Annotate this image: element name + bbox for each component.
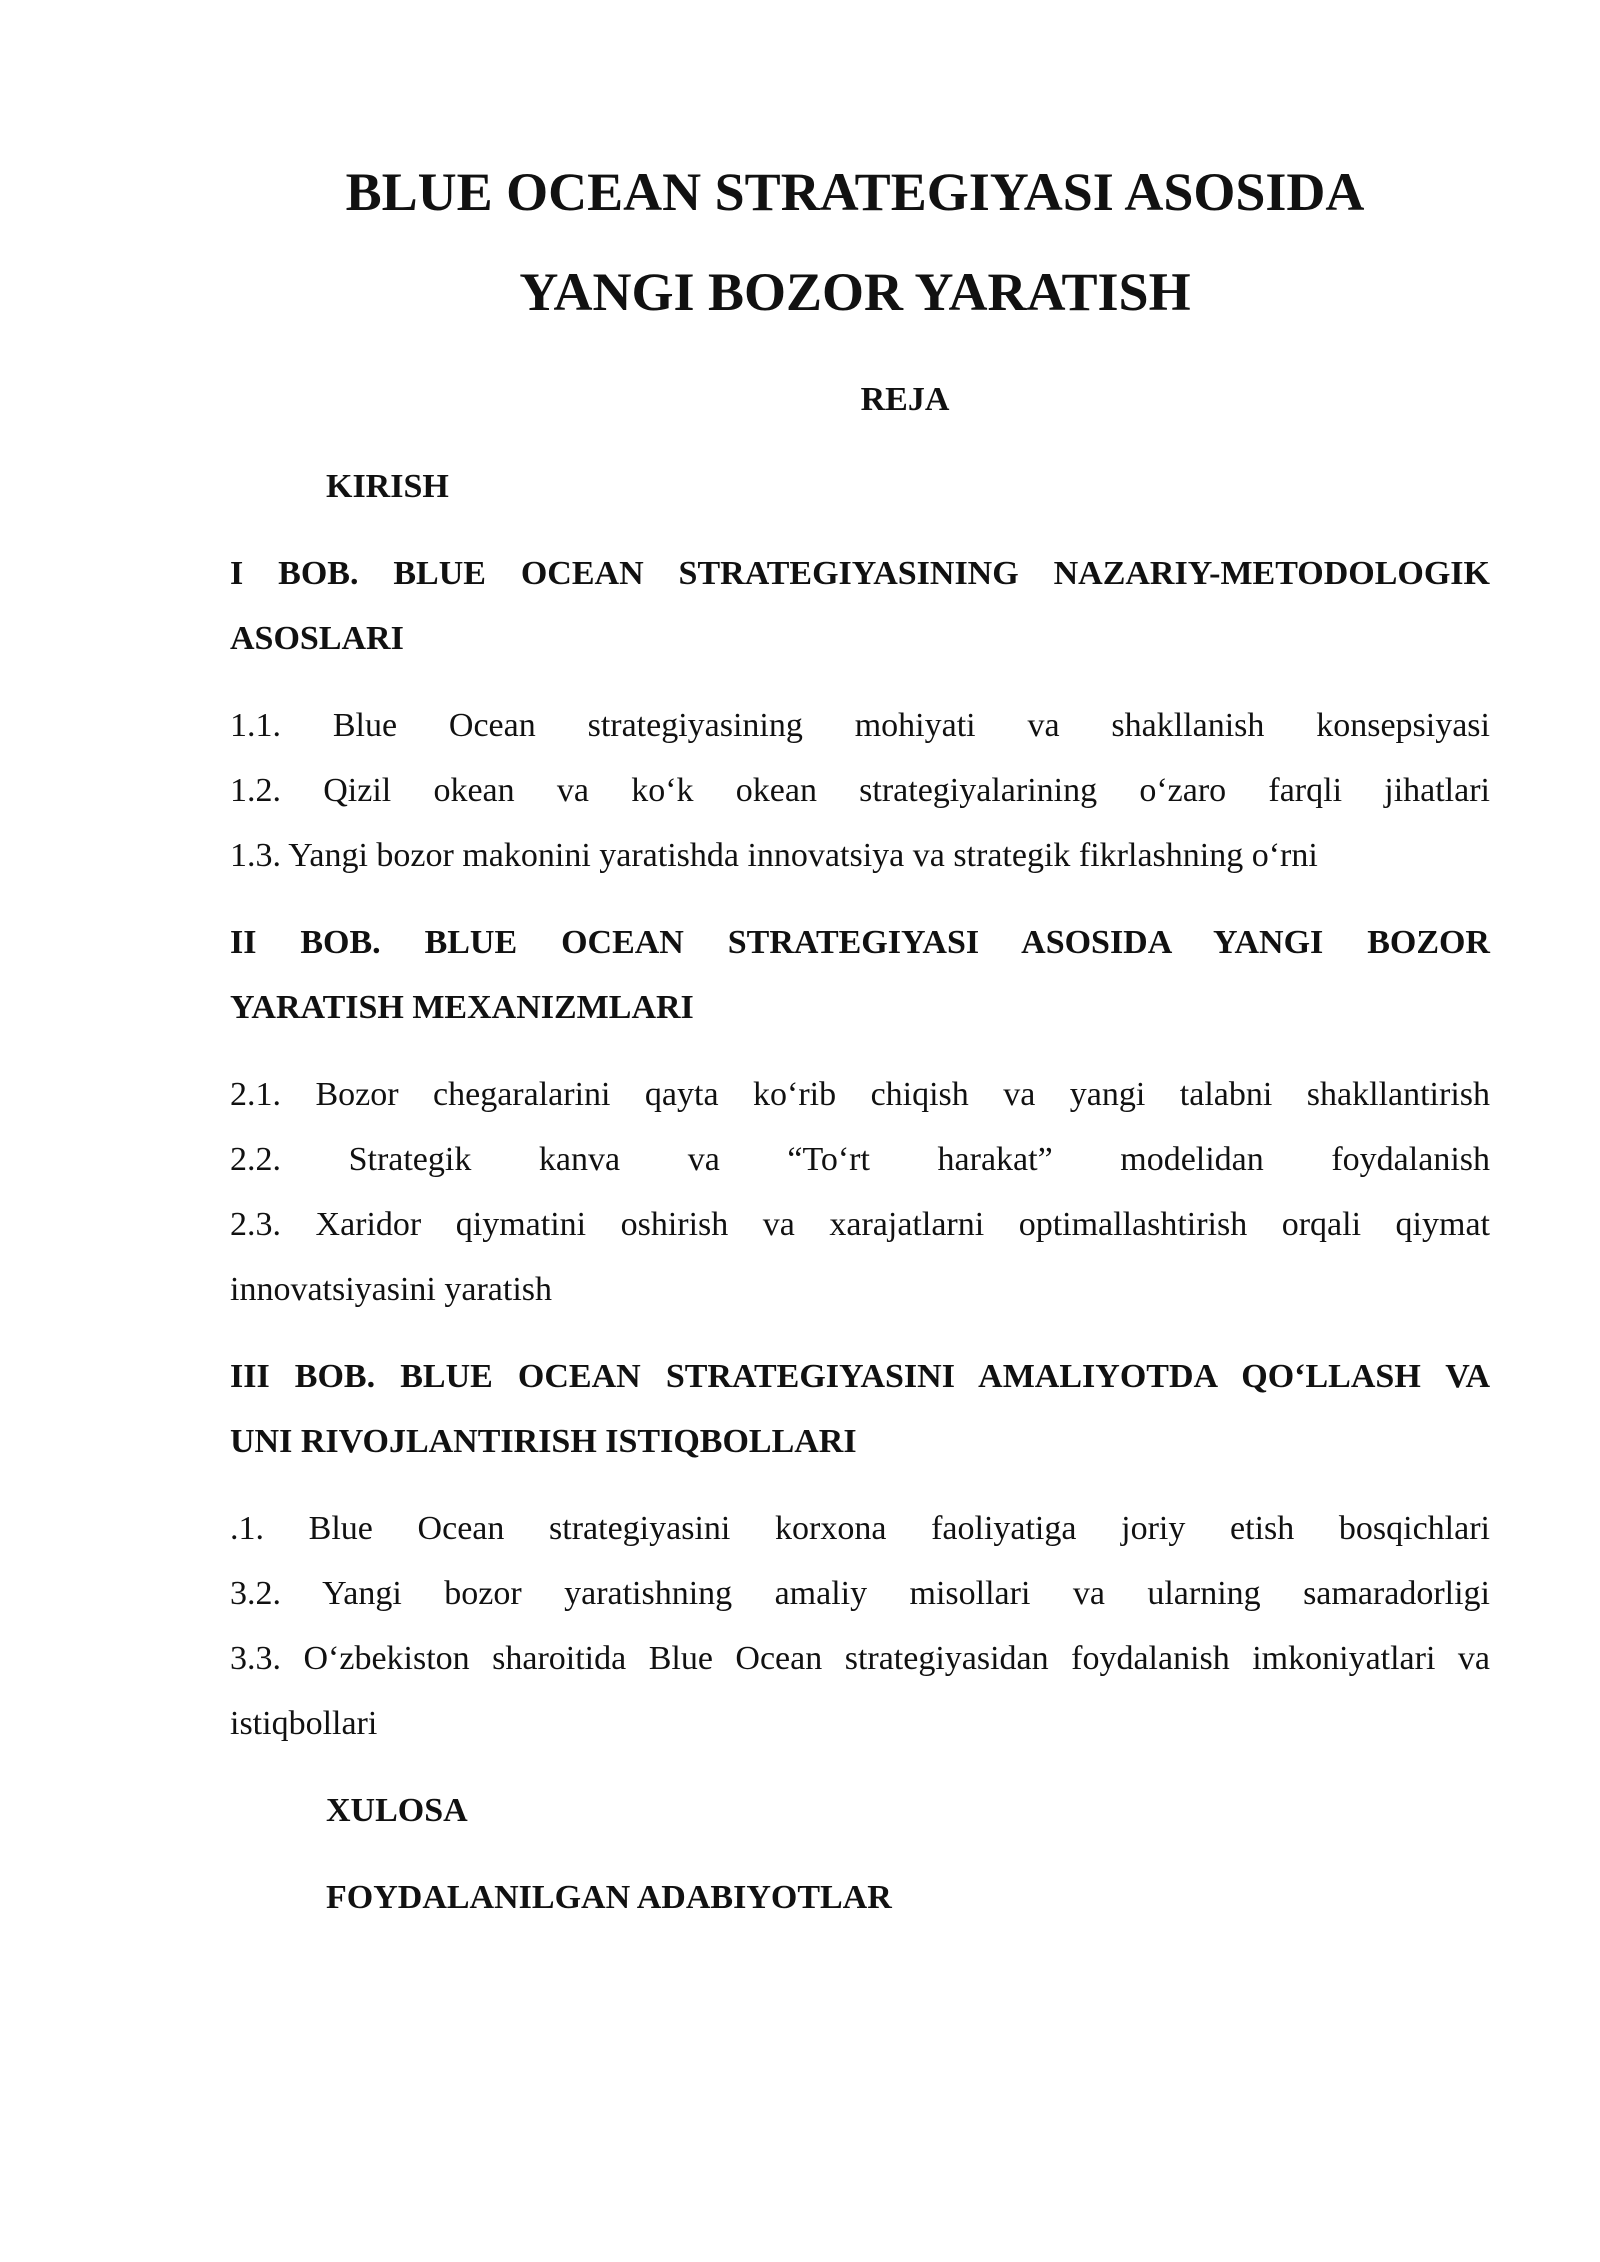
chapter2-item: 2.1. Bozor chegaralarini qayta ko‘rib chiqish va yangi talabni shakllantirish — [230, 1076, 1490, 1113]
document-title-line-1: BLUE OCEAN STRATEGIYASI ASOSIDA — [345, 162, 1365, 222]
chapter1-heading-line-1: I BOB. BLUE OCEAN STRATEGIYASINING NAZARIY-METODOLOGIK — [230, 555, 1490, 592]
chapter2-item: 2.3. Xaridor qiymatini oshirish va xarajatlarni optimallashtirish orqali qiymat — [230, 1206, 1490, 1243]
chapter3-item-continuation: istiqbollari — [230, 1705, 378, 1742]
chapter1-item: 1.3. Yangi bozor makonini yaratishda innovatsiya va strategik fikrlashning o‘rni — [230, 837, 1318, 874]
chapter3-item: 3.2. Yangi bozor yaratishning amaliy misollari va ularning samaradorligi — [230, 1575, 1490, 1612]
chapter2-heading-line-1: II BOB. BLUE OCEAN STRATEGIYASI ASOSIDA YANGI BOZOR — [230, 924, 1490, 961]
conclusion-heading: XULOSA — [326, 1792, 468, 1829]
chapter3-item: 3.3. O‘zbekiston sharoitida Blue Ocean strategiyasidan foydalanish imkoniyatlari va — [230, 1640, 1490, 1677]
document-title-line-2: YANGI BOZOR YARATISH — [519, 262, 1191, 322]
chapter2-heading-line-2: YARATISH MEXANIZMLARI — [230, 989, 694, 1026]
chapter1-item: 1.1. Blue Ocean strategiyasining mohiyati va shakllanish konsepsiyasi — [230, 707, 1490, 744]
chapter3-item: .1. Blue Ocean strategiyasini korxona faoliyatiga joriy etish bosqichlari — [230, 1510, 1490, 1547]
chapter1-heading-line-2: ASOSLARI — [230, 620, 404, 657]
chapter2-item-continuation: innovatsiyasini yaratish — [230, 1271, 553, 1308]
chapter3-heading-line-1: III BOB. BLUE OCEAN STRATEGIYASINI AMALIYOTDA QO‘LLASH VA — [230, 1358, 1490, 1395]
intro-heading: KIRISH — [326, 468, 449, 505]
references-heading: FOYDALANILGAN ADABIYOTLAR — [326, 1879, 892, 1916]
chapter3-heading-line-2: UNI RIVOJLANTIRISH ISTIQBOLLARI — [230, 1423, 857, 1460]
plan-heading: REJA — [860, 381, 950, 418]
chapter2-item: 2.2. Strategik kanva va “To‘rt harakat” modelidan foydalanish — [230, 1141, 1490, 1178]
chapter1-item: 1.2. Qizil okean va ko‘k okean strategiyalarining o‘zaro farqli jihatlari — [230, 772, 1490, 809]
